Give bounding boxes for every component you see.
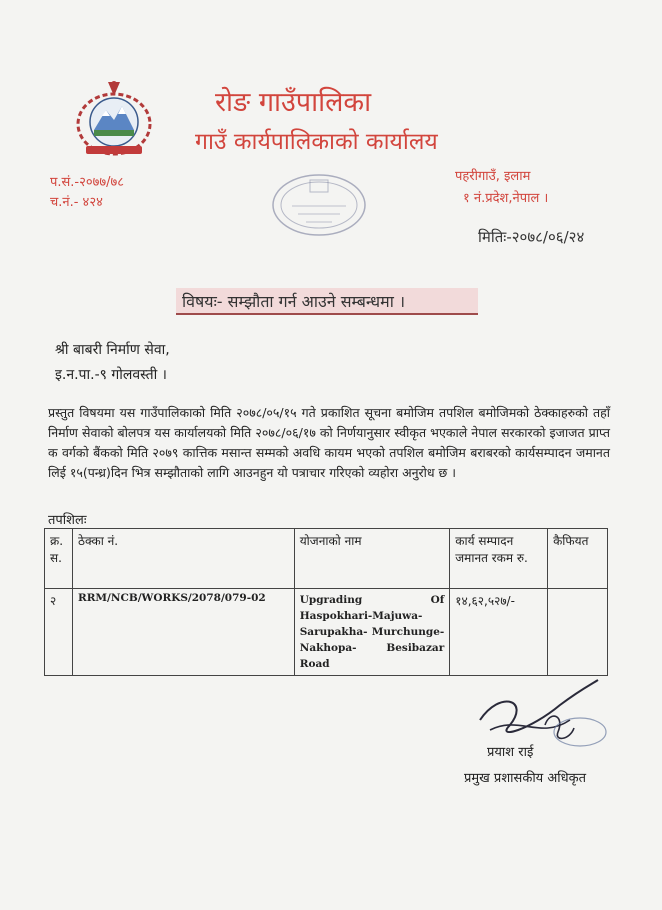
addressee-address: इ.न.पा.-९ गोलवस्ती । (55, 367, 167, 383)
cell-remarks (548, 589, 608, 676)
letter-date: मितिः-२०७८/०६/२४ (478, 228, 585, 246)
dispatch-number: च.नं.- ४२४ (50, 195, 103, 210)
contract-table (44, 528, 608, 676)
cell-contract-no: RRM/NCB/WORKS/2078/079-02 (72, 589, 294, 676)
details-label: तपशिलः (48, 513, 87, 528)
office-stamp-icon (270, 172, 368, 238)
cell-sn: २ (45, 589, 73, 676)
addressee-name: श्री बाबरी निर्माण सेवा, (55, 342, 170, 358)
nepal-emblem-icon (68, 74, 160, 164)
cell-amount: १४,६२,५२७/- (450, 589, 548, 676)
header-project-name: योजनाको नाम (294, 529, 450, 589)
org-name: रोङ गाउँपालिका (215, 87, 372, 118)
table-header-row (45, 529, 608, 589)
header-amount: कार्य सम्पादन जमानत रकम रु. (450, 529, 548, 589)
cell-project-name: Upgrading Of Haspokhari-Majuwa-Sarupakha- Murchunge-Nakhopa- Besibazar Road (294, 589, 450, 676)
address-line1: पहरीगाउँ, इलाम (455, 169, 531, 184)
address-line2: १ नं.प्रदेश,नेपाल । (463, 191, 549, 206)
letter-body: प्रस्तुत विषयमा यस गाउँपालिकाको मिति २०७८/०५/१५ गते प्रकाशित सूचना बमोजिम तपशिल बमोजिमको ठेक्काहरुको तहाँ निर्माण सेवाको बोलपत्र यस कार्यालयको मिति २०७८/०६/१७ को निर्णयानुसार स्वीकृत भएकाले नेपाल सरकारको इजाजत प्राप्त क वर्गको बैंकको मिति २०७९ कात्तिक मसान्त सम्मको अवधि कायम भएको तपशिल बमोजिम बराबरको कार्यसम्पादन जमानत लिई १५(पन्ध्र)दिन भित्र सम्झौताको लागि आउनहुन यो पत्राचार गरिएको व्यहोरा अनुरोध छ । (48, 405, 610, 480)
table-row (45, 589, 608, 676)
reference-number: प.सं.-२०७७/७८ (50, 175, 125, 190)
signatory-designation: प्रमुख प्रशासकीय अधिकृत (464, 771, 587, 786)
header-remarks: कैफियत (548, 529, 608, 589)
header-contract-no: ठेक्का नं. (72, 529, 294, 589)
header-sn: क्र. स. (45, 529, 73, 589)
office-name: गाउँ कार्यपालिकाको कार्यालय (195, 129, 438, 155)
signatory-name: प्रयाश राई (487, 745, 534, 760)
subject-line: विषयः- सम्झौता गर्न आउने सम्बन्धमा । (176, 288, 478, 315)
